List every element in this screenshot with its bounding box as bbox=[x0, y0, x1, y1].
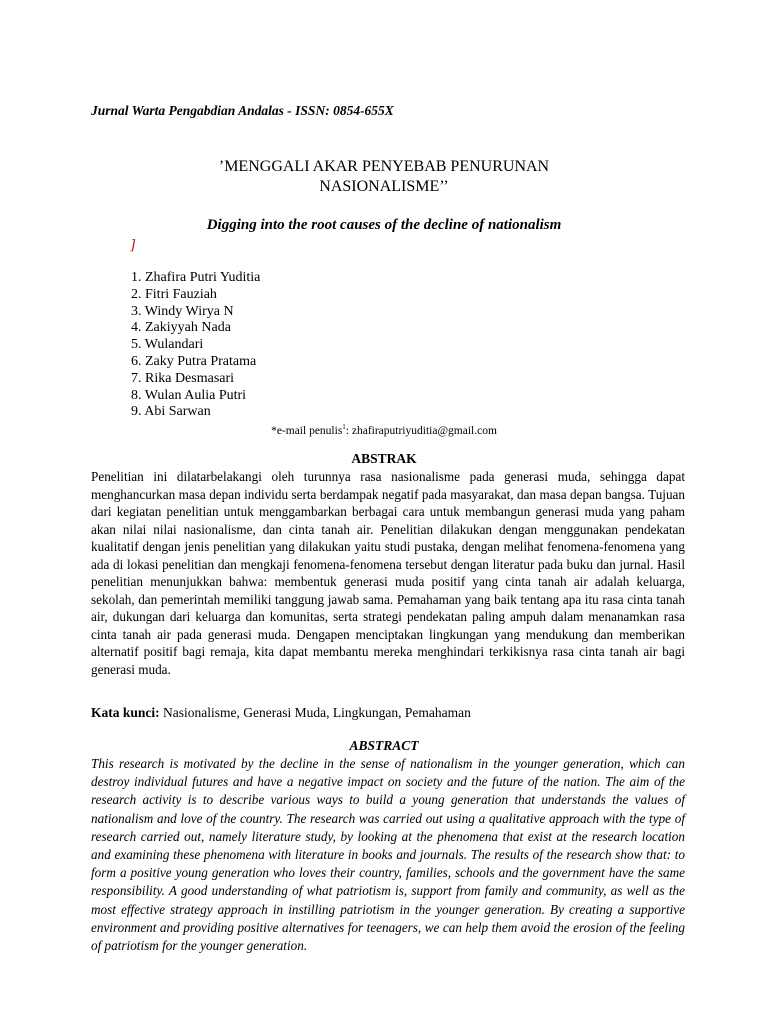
keywords-line bbox=[91, 705, 471, 721]
email-prefix: *e-mail penulis bbox=[271, 424, 343, 437]
author-item: 3. Windy Wirya N bbox=[131, 303, 234, 319]
author-item: 4. Zakiyyah Nada bbox=[131, 320, 231, 336]
title-line-2: NASIONALISME’’ bbox=[319, 178, 449, 195]
author-item: 7. Rika Desmasari bbox=[131, 370, 235, 386]
title-line-1: ’MENGGALI AKAR PENYEBAB PENURUNAN bbox=[218, 158, 550, 175]
journal-header: Jurnal Warta Pengabdian Andalas - ISSN: 0854-655X bbox=[91, 103, 394, 118]
abstract-heading: ABSTRACT bbox=[349, 738, 419, 753]
abstract-body: This research is motivated by the decline in the sense of nationalism in the younger generation, which can destroy individual futures and have a negative impact on society and the future of the nation. The aim of the research activity is to describe various ways to build a young generation that understands the values of nationalism and love of the country. The research was carried out using a qualitative approach with the type of research carried out, namely literature study, by looking at the phenomena that exist at the research location and examining these phenomena with literature in books and journals. The results of the research show that: to form a positive young generation who loves their country, families, schools and the government have the same responsibility. A good understanding of what patriotism is, support from family and community, as well as the most effective strategy approach in instilling patriotism in the younger generation. By creating a supportive environment and providing positive alternatives for teenagers, we can help them avoid the erosion of the feeling of patriotism for the younger generation. bbox=[91, 756, 685, 954]
paper-title bbox=[100, 157, 668, 197]
abstrak-heading: ABSTRAK bbox=[351, 451, 417, 466]
english-subtitle: Digging into the root causes of the decline of nationalism bbox=[206, 217, 562, 233]
keywords-text: Nasionalisme, Generasi Muda, Lingkungan, Pemahaman bbox=[159, 705, 471, 720]
author-item: 5. Wulandari bbox=[131, 337, 204, 353]
abstrak-body: Penelitian ini dilatarbelakangi oleh turunnya rasa nasionalisme pada generasi muda, sehingga dapat menghancurkan masa depan individu serta berdampak negatif pada masyarakat, dan masa depan bangsa. Tujuan dari kegiatan penelitian untuk menggambarkan berbagai cara untuk membangun generasi muda yang paham akan nilai nilai nasionalisme, dan cinta tanah air. Penelitian dilakukan dengan menggunakan pendekatan kualitatif dengan jenis penelitian yang dilakukan yaitu studi pustaka, dengan melihat fenomena-fenomena yang ada di lokasi penelitian dan mengkaji fenomena-fenomena tersebut dengan literatur pada buku dan jurnal. Hasil penelitian menunjukkan bahwa: membentuk generasi muda positif yang cinta tanah air adalah keluarga, sekolah, dan pemerintah memiliki tanggung jawab sama. Pemahaman yang baik tentang apa itu rasa cinta tanah air, dukungan dari keluarga dan komunitas, serta strategi pendekatan paling ampuh dalam menanamkan rasa cinta tanah air pada generasi muda. Dengapen menciptakan lingkungan yang mendukung dan memberikan alternatif positif bagi remaja, kita dapat membantu mereka menghindari terkikisnya rasa cinta tanah air bagi generasi muda. bbox=[91, 469, 685, 677]
keywords-label: Kata kunci: bbox=[91, 705, 160, 720]
author-list bbox=[131, 270, 260, 421]
stray-bracket: ] bbox=[130, 237, 136, 253]
email-superscript: 1 bbox=[342, 423, 346, 431]
author-item: 9. Abi Sarwan bbox=[131, 404, 211, 420]
author-email bbox=[100, 423, 668, 437]
author-item: 2. Fitri Fauziah bbox=[131, 286, 217, 302]
author-item: 1. Zhafira Putri Yuditia bbox=[131, 270, 261, 285]
email-address: : zhafiraputriyuditia@gmail.com bbox=[345, 424, 497, 437]
author-item: 6. Zaky Putra Pratama bbox=[131, 353, 257, 369]
author-item: 8. Wulan Aulia Putri bbox=[131, 387, 247, 403]
